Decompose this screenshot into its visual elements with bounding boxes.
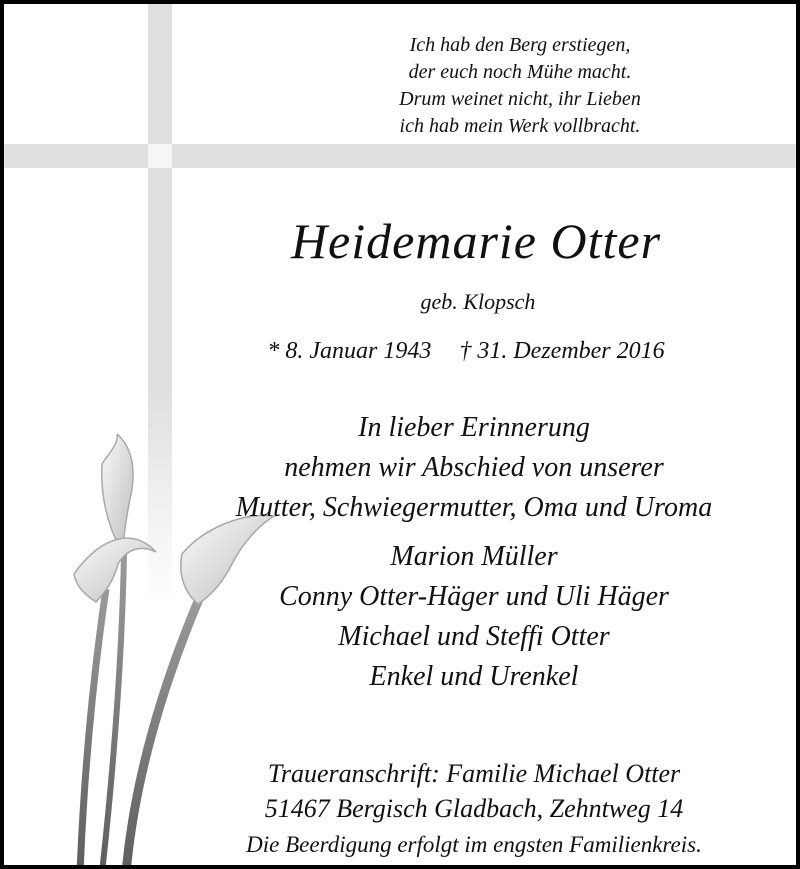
cross-bar bbox=[4, 144, 796, 168]
life-dates bbox=[76, 336, 800, 366]
poem-line: Ich hab den Berg erstiegen, bbox=[409, 34, 631, 56]
address-line: 51467 Bergisch Gladbach, Zehntweg 14 bbox=[264, 794, 684, 823]
mourners-list bbox=[84, 537, 800, 697]
birth-name: geb. Klopsch bbox=[420, 289, 536, 314]
poem-line: ich hab mein Werk vollbracht. bbox=[399, 115, 641, 137]
address-line: Traueranschrift: Familie Michael Otter bbox=[267, 759, 681, 788]
memory-line: Mutter, Schwiegermutter, Oma und Uroma bbox=[235, 492, 713, 523]
funeral-note: Die Beerdigung erfolgt im engsten Familienkreis. bbox=[246, 832, 702, 857]
poem-line: Drum weinet nicht, ihr Lieben bbox=[399, 88, 641, 110]
memory-line: In lieber Erinnerung bbox=[358, 412, 590, 443]
mourning-address bbox=[84, 756, 800, 826]
memory-text bbox=[84, 408, 800, 528]
poem bbox=[220, 32, 800, 140]
death-date: † 31. Dezember 2016 bbox=[459, 338, 665, 364]
poem-line: der euch noch Mühe macht. bbox=[408, 61, 632, 83]
deceased-name: Heidemarie Otter bbox=[290, 213, 662, 269]
mourner: Marion Müller bbox=[390, 541, 558, 572]
cross-center bbox=[148, 144, 172, 168]
mourner: Enkel und Urenkel bbox=[369, 661, 579, 692]
memory-line: nehmen wir Abschied von unserer bbox=[284, 452, 664, 483]
mourner: Michael und Steffi Otter bbox=[338, 621, 610, 652]
mourner: Conny Otter-Häger und Uli Häger bbox=[279, 581, 669, 612]
birth-date: * 8. Januar 1943 bbox=[267, 338, 432, 364]
